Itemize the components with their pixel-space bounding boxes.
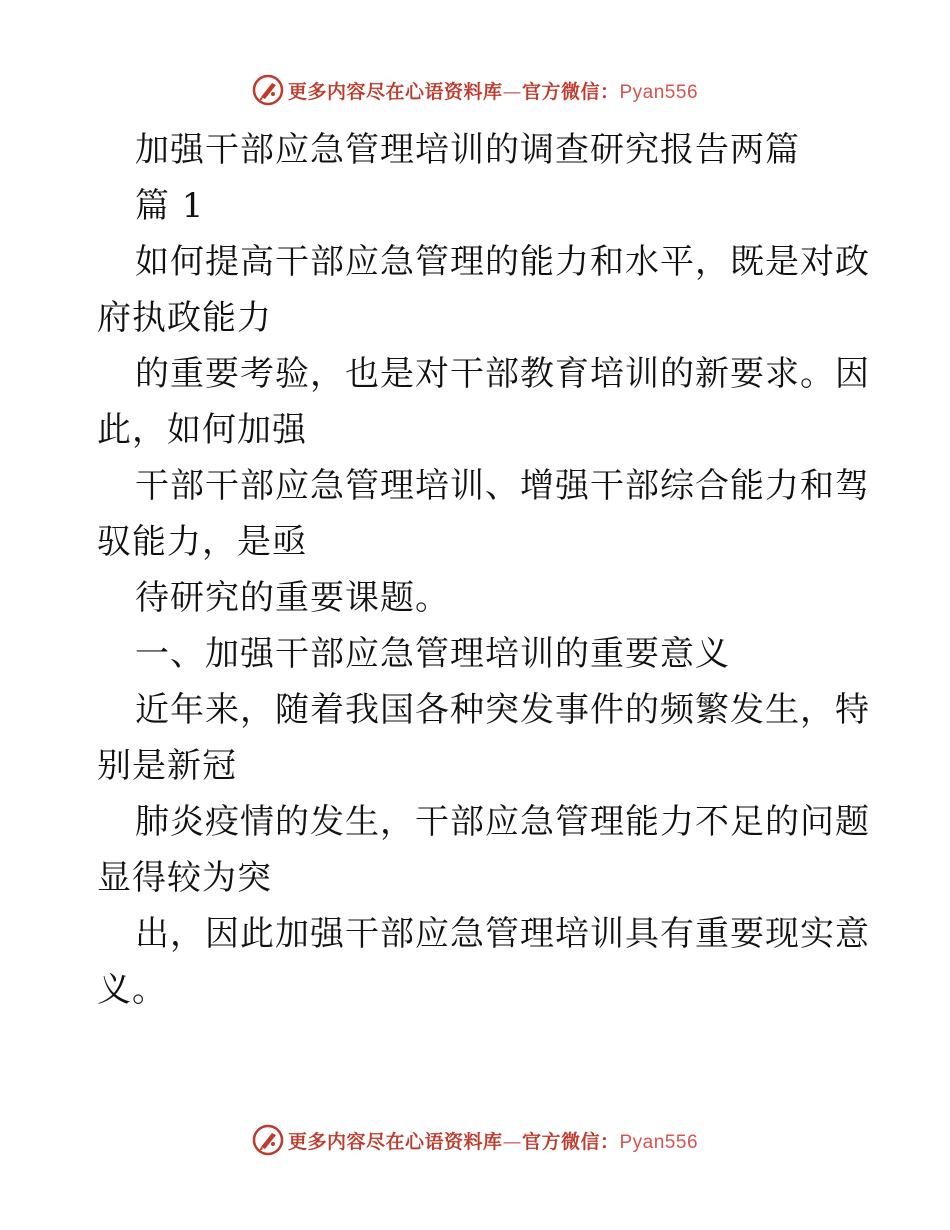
paragraph-line: 显得较为突 [97,858,272,898]
paragraph-line: 出，因此加强干部应急管理培训具有重要现实意 [135,914,870,954]
watermark-site: 更多内容尽在心语资料库 [287,1130,503,1153]
paragraph-line: 如何提高干部应急管理的能力和水平，既是对政 [135,242,870,282]
watermark-wechat-id: Pyan556 [619,81,699,103]
paragraph-line: 义。 [97,970,167,1010]
paragraph-line: 待研究的重要课题。 [135,578,450,618]
paragraph-line: 干部干部应急管理培训、增强干部综合能力和驾 [135,466,870,506]
section-heading: 篇 1 [135,186,205,226]
quill-pen-logo-icon [252,74,284,106]
paragraph-line: 肺炎疫情的发生，干部应急管理能力不足的问题 [135,802,870,842]
paragraph-line: 近年来，随着我国各种突发事件的频繁发生，特 [135,690,870,730]
footer-watermark [0,1120,950,1160]
subsection-heading: 一、加强干部应急管理培训的重要意义 [135,634,730,674]
quill-pen-logo-icon [252,1124,284,1156]
paragraph-line: 驭能力，是亟 [97,522,307,562]
watermark-wechat-label: 官方微信： [521,80,620,103]
watermark-text [288,1127,698,1154]
watermark-text [288,77,698,104]
watermark-wechat-id: Pyan556 [619,1131,699,1153]
watermark-dash: — [502,80,522,103]
watermark-dash: — [502,1130,522,1153]
document-title: 加强干部应急管理培训的调查研究报告两篇 [135,130,800,170]
document-body [97,122,870,1018]
paragraph-line: 别是新冠 [97,746,237,786]
paragraph-line: 的重要考验，也是对干部教育培训的新要求。因 [135,354,870,394]
paragraph-line: 府执政能力 [97,298,272,338]
header-watermark [0,70,950,110]
watermark-site: 更多内容尽在心语资料库 [287,80,503,103]
paragraph-line: 此，如何加强 [97,410,307,450]
watermark-wechat-label: 官方微信： [521,1130,620,1153]
